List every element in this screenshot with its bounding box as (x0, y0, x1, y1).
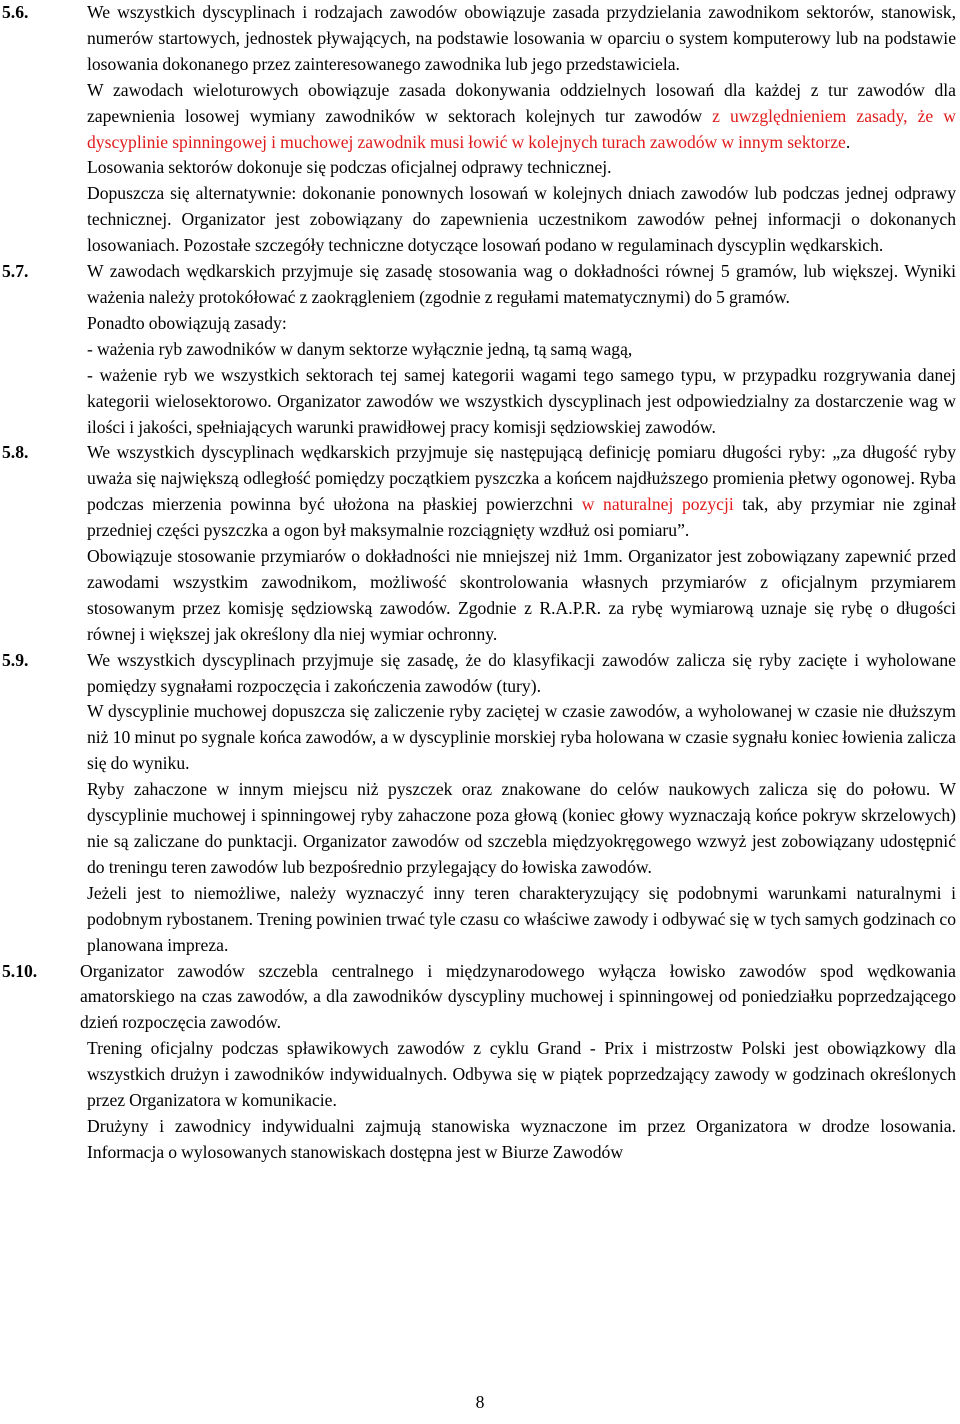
paragraph (87, 337, 956, 363)
text-run: Losowania sektorów dokonuje się podczas oficjalnej odprawy technicznej. (87, 157, 612, 178)
paragraph (80, 959, 956, 1037)
paragraph (87, 1036, 956, 1114)
section (0, 259, 960, 440)
paragraph (87, 777, 956, 881)
paragraph (87, 699, 956, 777)
page-number: 8 (475, 1392, 485, 1412)
section-number: 5.7. (2, 261, 29, 282)
paragraph (87, 78, 956, 156)
text-run: Obowiązuje stosowanie przymiarów o dokładności nie mniejszej niż 1mm. Organizator jest zobowiązany zapewnić przed zawodami wszystkim zawodnikom, możliwość skontrolowania własnych przymiarów z oficjalnym przymiarem stosowanym przez komisję sędziowską zawodów. Zgodnie z R.A.P.R. za rybę wymiarową uznaje się rybę o długości równej i większej jak określony dla niej wymiar ochronny. (87, 546, 956, 644)
text-run: . (845, 131, 851, 152)
highlighted-text: w naturalnej pozycji (581, 494, 734, 515)
paragraph (87, 881, 956, 959)
text-run: Drużyny i zawodnicy indywidualni zajmują stanowiska wyznaczone im przez Organizatora w drodze losowania. Informacja o wylosowanych stanowiskach dostępna jest w Biurze Zawodów (87, 1115, 956, 1162)
paragraph (87, 259, 956, 311)
text-run: Jeżeli jest to niemożliwe, należy wyznaczyć inny teren charakteryzujący się podobnymi warunkami naturalnymi i podobnym rybostanem. Trening powinien trwać tyle czasu co właściwe zawody i odbywać się w tych samych godzinach co planowana impreza. (87, 882, 956, 955)
highlighted-text: z uwzględnieniem zasady, że w dyscyplinie spinningowej i muchowej zawodnik musi łowić w kolejnych turach zawodów w innym sektorze (87, 105, 957, 152)
section (0, 440, 960, 647)
section-number: 5.9. (2, 649, 29, 670)
text-run: We wszystkich dyscyplinach i rodzajach zawodów obowiązuje zasada przydzielania zawodnikom sektorów, stanowisk, numerów startowych, jednostek pływających, na podstawie losowania w oparciu o system komputerowy lub na podstawie losowania dokonanego przez zainteresowanego zawodnika lub jego przedstawiciela. (87, 2, 956, 74)
paragraph (87, 544, 956, 648)
section-number: 5.10. (2, 960, 38, 981)
paragraph (87, 155, 956, 181)
text-run: W zawodach wieloturowych obowiązuje zasada dokonywania oddzielnych losowań dla każdej z tur zawodów dla zapewnienia losowej wymiany zawodników w sektorach kolejnych tur zawodów (87, 79, 956, 126)
text-run: W dyscyplinie muchowej dopuszcza się zaliczenie ryby zaciętej w czasie zawodów, a wyholowanej w czasie nie dłuższym niż 10 minut po sygnale końca zawodów, a w dyscyplinie morskiej ryba holowana w czasie sygnału koniec łowienia zalicza się do wyniku. (87, 701, 956, 774)
text-run: - ważenia ryb zawodników w danym sektorze wyłącznie jedną, tą samą wagą, (87, 338, 633, 359)
text-run: We wszystkich dyscyplinach wędkarskich przyjmuje się następującą definicję pomiaru długości ryby: „za długość ryby uważa się największą odległość pomiędzy początkiem pyszczka a końcem najdłuższego promienia płetwy ogonowej. Ryba podczas mierzenia powinna być ułożona na płaskiej powierzchni (87, 442, 956, 515)
paragraph (87, 363, 956, 441)
text-run: We wszystkich dyscyplinach przyjmuje się zasadę, że do klasyfikacji zawodów zalicza się ryby zacięte i wyholowane pomiędzy sygnałami rozpoczęcia i zakończenia zawodów (tury). (87, 649, 956, 696)
paragraph (87, 311, 956, 337)
text-run: Ponadto obowiązują zasady: (87, 312, 287, 333)
text-run: Ryby zahaczone w innym miejscu niż pyszczek oraz znakowane do celów naukowych zalicza się do połowu. W dyscyplinie muchowej i spinningowej ryby zahaczone poza głową (koniec głowy wyznaczają końce pokryw skrzelowych) nie są zaliczane do punktacji. Organizator zawodów od szczebla międzyokręgowego wzwyż jest zobowiązany udostępnić do treningu teren zawodów lub bezpośrednio przylegający do łowiska zawodów. (87, 779, 956, 877)
section (0, 959, 960, 1166)
text-run: - ważenie ryb we wszystkich sektorach tej samej kategorii wagami tego samego typu, w przypadku rozgrywania danej kategorii wielosektorowo. Organizator zawodów we wszystkich dyscyplinach jest odpowiedzialny za dostarczenie wag w ilości i jakości, spełniających warunki prawidłowej pracy komisji sędziowskiej zawodów. (87, 364, 956, 437)
section-number: 5.6. (2, 2, 29, 22)
paragraph (87, 181, 956, 259)
paragraph (87, 1114, 956, 1166)
section (0, 648, 960, 959)
paragraph (87, 0, 956, 78)
paragraph (87, 440, 956, 544)
paragraph (87, 648, 956, 700)
section (0, 0, 960, 259)
text-run: Dopuszcza się alternatywnie: dokonanie ponownych losowań w kolejnych dniach zawodów lub podczas jednej odprawy technicznej. Organizator jest zobowiązany do zapewnienia uczestnikom zawodów pełnej informacji o dokonanych losowaniach. Pozostałe szczegóły techniczne dotyczące losowań podano w regulaminach dyscyplin wędkarskich. (87, 183, 956, 256)
text-run: Trening oficjalny podczas spławikowych zawodów z cyklu Grand - Prix i mistrzostw Polski jest obowiązkowy dla wszystkich drużyn i zawodników indywidualnych. Odbywa się w piątek poprzedzający zawody w godzinach określonych przez Organizatora w komunikacie. (87, 1038, 956, 1111)
text-run: tak, aby przymiar nie zginał przedniej części pyszczka a ogon był maksymalnie rozciągnięty wzdłuż osi pomiaru”. (87, 494, 956, 541)
text-run: Organizator zawodów szczebla centralnego i międzynarodowego wyłącza łowisko zawodów spod wędkowania amatorskiego na czas zawodów, a dla zawodników dyscypliny muchowej i spinningowej od poniedziałku poprzedzającego dzień rozpoczęcia zawodów. (80, 960, 956, 1033)
text-run: W zawodach wędkarskich przyjmuje się zasadę stosowania wag o dokładności równej 5 gramów, lub większej. Wyniki ważenia należy protokółować z zaokrągleniem (zgodnie z regułami matematycznymi) do 5 gramów. (87, 261, 956, 307)
section-number: 5.8. (2, 442, 29, 463)
